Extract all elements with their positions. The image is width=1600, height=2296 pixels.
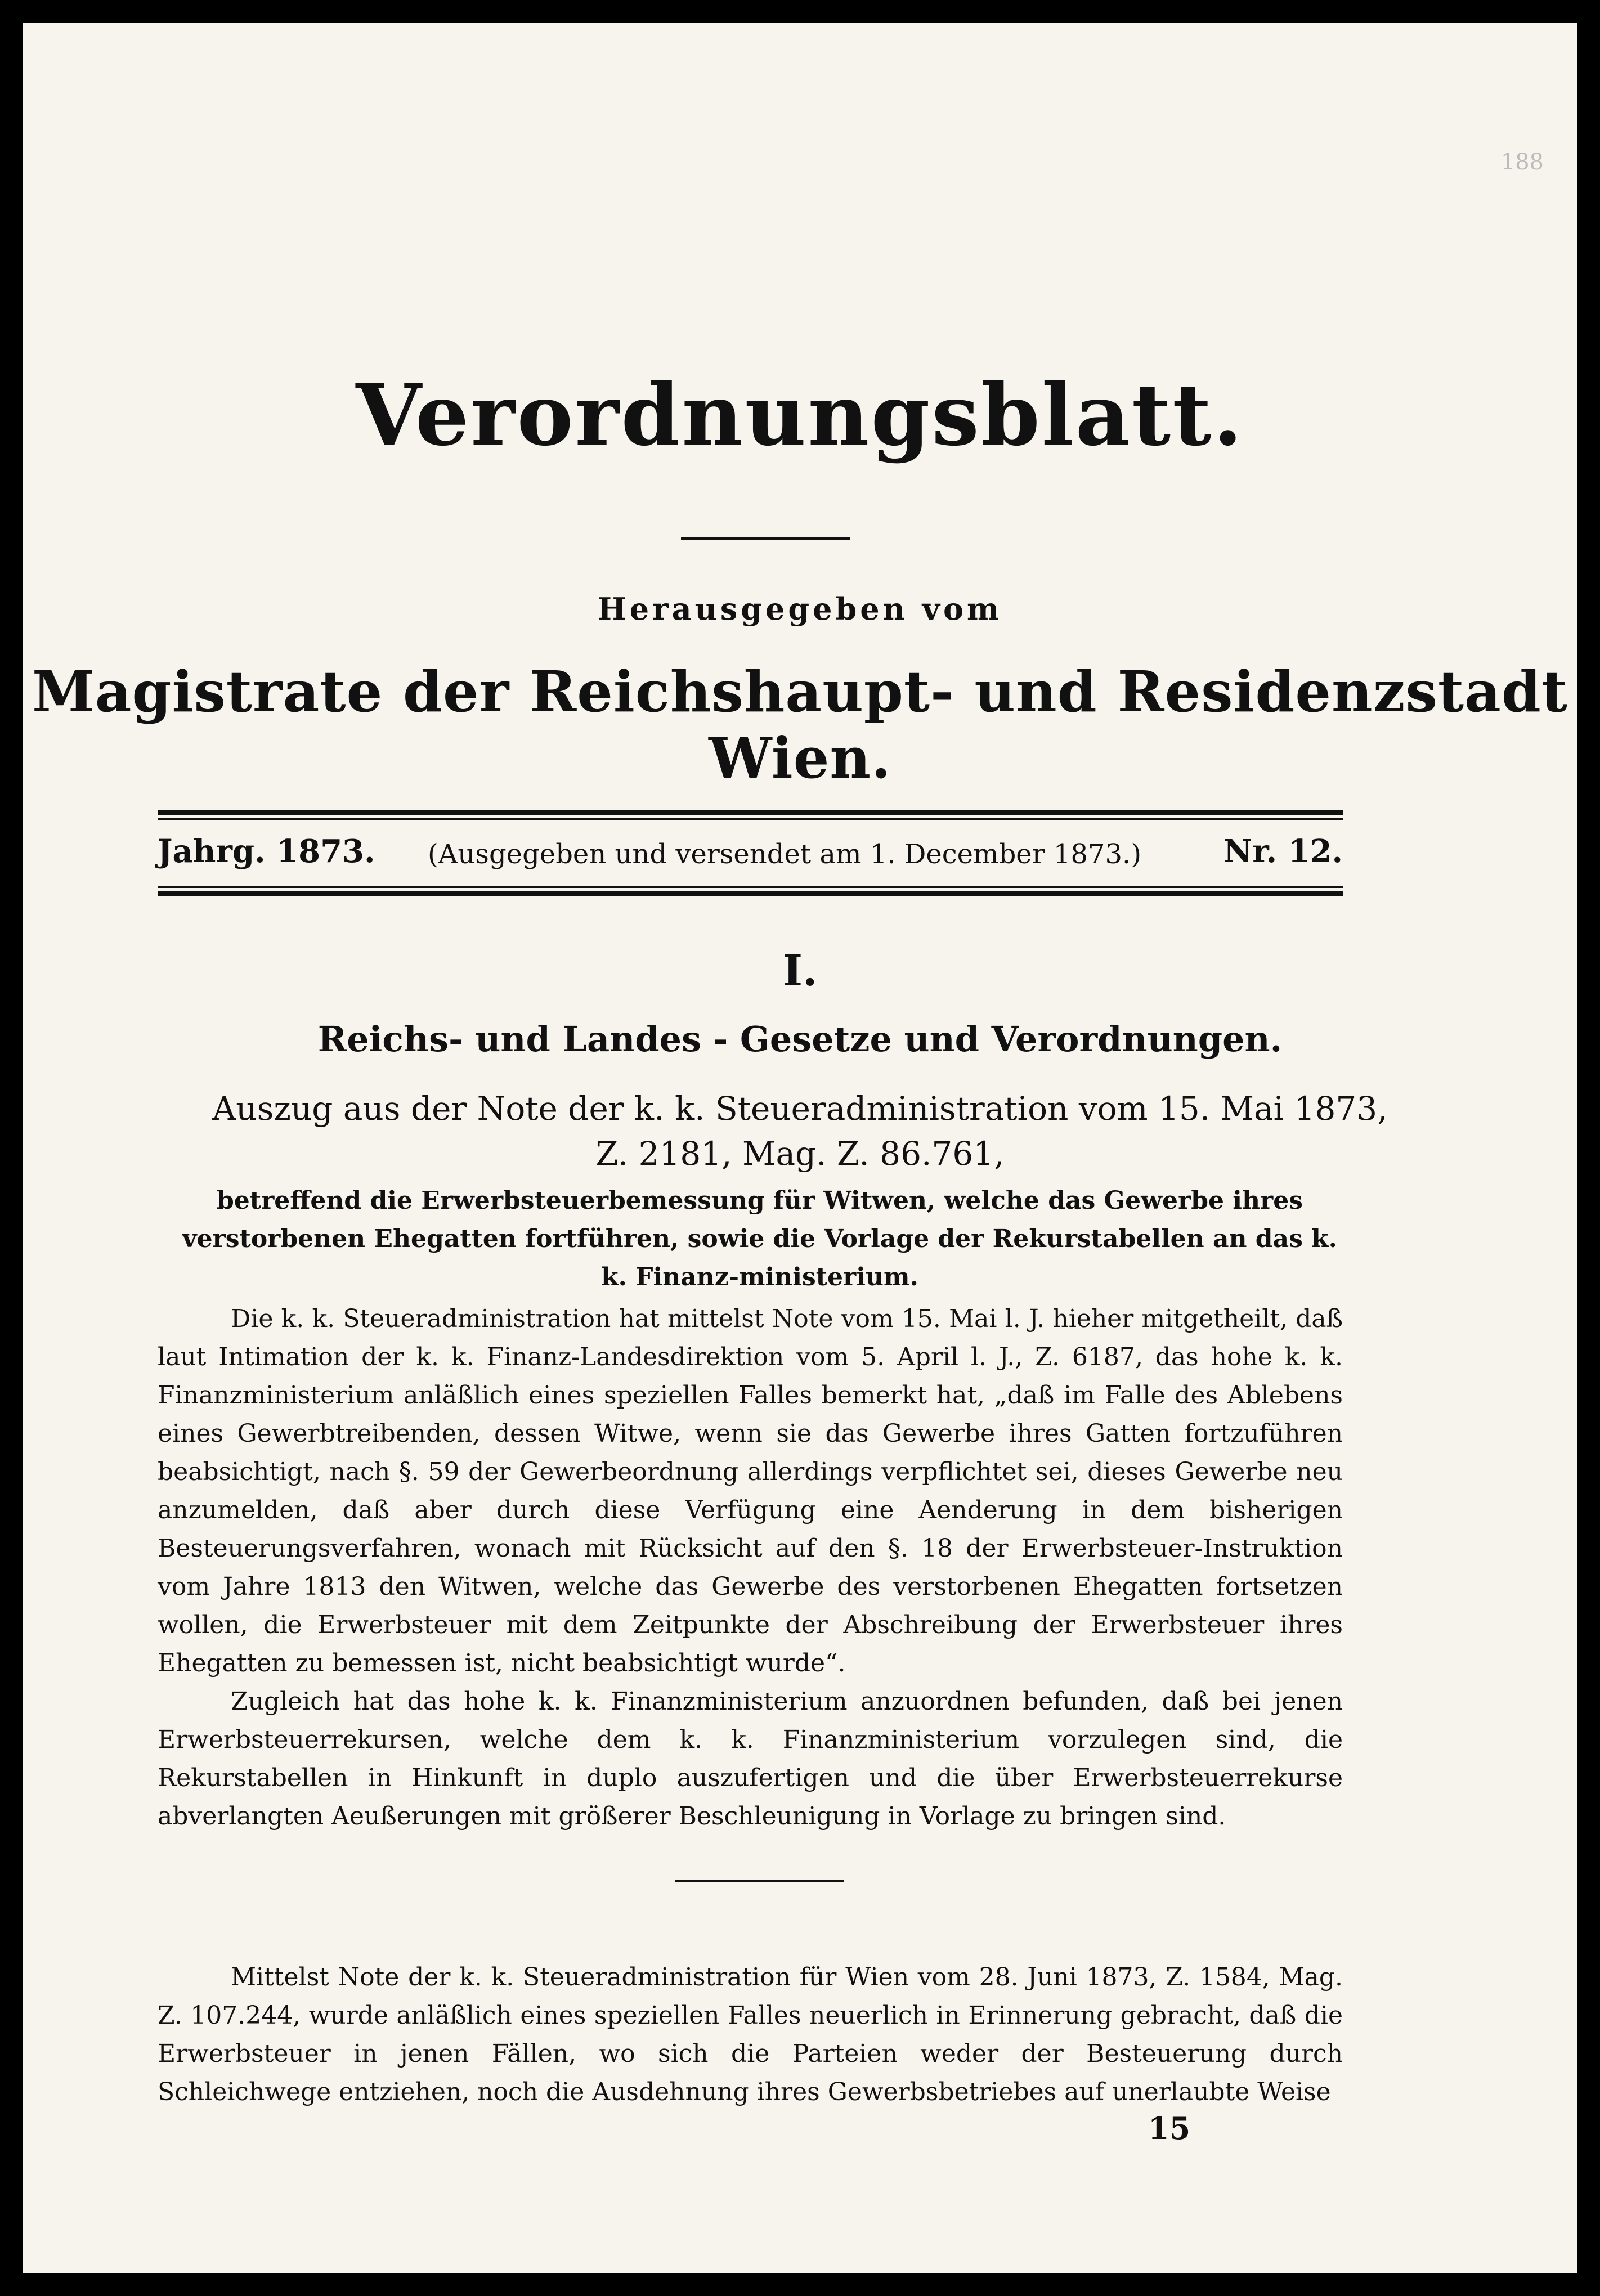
issue-top-rule: [158, 810, 1343, 820]
extract-line-2: Z. 2181, Mag. Z. 86.761,: [595, 1134, 1005, 1173]
article-body: [158, 1300, 1343, 1836]
issue-year: Jahrg. 1873.: [158, 833, 375, 870]
issue-bottom-rule: [158, 886, 1343, 896]
section-numeral: I.: [782, 945, 818, 995]
issue-date: (Ausgegeben und versendet am 1. December 1873.): [428, 838, 1142, 870]
paragraph-3: Mittelst Note der k. k. Steueradministration für Wien vom 28. Juni 1873, Z. 1584, Mag. Z. 107.244, wurde anläßlich eines speziellen Falles neuerlich in Erinnerung gebracht, daß die Erwerbsteuer in jenen Fällen, wo sich die Parteien weder der Besteuerung durch Schleichwege entziehen, noch die Ausdehnung ihres Gewerbsbetriebes auf unerlaubte Weise: [158, 1963, 1343, 2106]
document-page: [23, 23, 1577, 2273]
publisher-line-1: Herausgegeben vom: [597, 591, 1003, 627]
publisher-line-2: Magistrate der Reichshaupt- und Residenzstadt Wien.: [32, 658, 1568, 791]
article-separator: [675, 1880, 844, 1882]
issue-number: Nr. 12.: [1223, 833, 1343, 870]
page-number: 15: [1148, 2110, 1191, 2146]
paragraph-2: Zugleich hat das hohe k. k. Finanzministerium anzuordnen befunden, daß bei jenen Erwerbsteuerrekursen, welche dem k. k. Finanzministerium vorzulegen sind, die Rekurstabellen in Hinkunft in duplo auszufertigen und die über Erwerbsteuerrekurse abverlangten Aeußerungen mit größerer Beschleunigung in Vorlage zu bringen sind.: [158, 1687, 1343, 1831]
second-article-body: [158, 1958, 1343, 2111]
article-extract-heading: [23, 1086, 1577, 1176]
corner-page-mark: 188: [1500, 149, 1544, 175]
section-heading: Reichs- und Landes - Gesetze und Verordnungen.: [317, 1019, 1283, 1060]
page-title: Verordnungsblatt.: [356, 366, 1244, 465]
extract-line-1: Auszug aus der Note der k. k. Steueradministration vom 15. Mai 1873,: [212, 1089, 1388, 1128]
paragraph-1: Die k. k. Steueradministration hat mittelst Note vom 15. Mai l. J. hieher mitgetheilt, daß laut Intimation der k. k. Finanz-Landesdirektion vom 5. April l. J., Z. 6187, das hohe k. k. Finanzministerium anläßlich eines speziellen Falles bemerkt hat, „daß im Falle des Ablebens eines Gewerbtreibenden, dessen Witwe, wenn sie das Gewerbe ihres Gatten fortzuführen beabsichtigt, nach §. 59 der Gewerbeordnung allerdings verpflichtet sei, dieses Gewerbe neu anzumelden, daß aber durch diese Verfügung eine Aenderung in dem bisherigen Besteuerungsverfahren, wonach mit Rücksicht auf den §. 18 der Erwerbsteuer-Instruktion vom Jahre 1813 den Witwen, welche das Gewerbe des verstorbenen Ehegatten fortsetzen wollen, die Erwerbsteuer mit dem Zeitpunkte der Abschreibung der Erwerbsteuer ihres Ehegatten zu bemessen ist, nicht beabsichtigt wurde“.: [158, 1304, 1343, 1678]
article-subject: betreffend die Erwerbsteuerbemessung für Witwen, welche das Gewerbe ihres verstorbenen Ehegatten fortführen, sowie die Vorlage der Rekurstabellen an das k. k. Finanz-ministerium.: [182, 1186, 1337, 1292]
title-rule: [681, 537, 850, 540]
